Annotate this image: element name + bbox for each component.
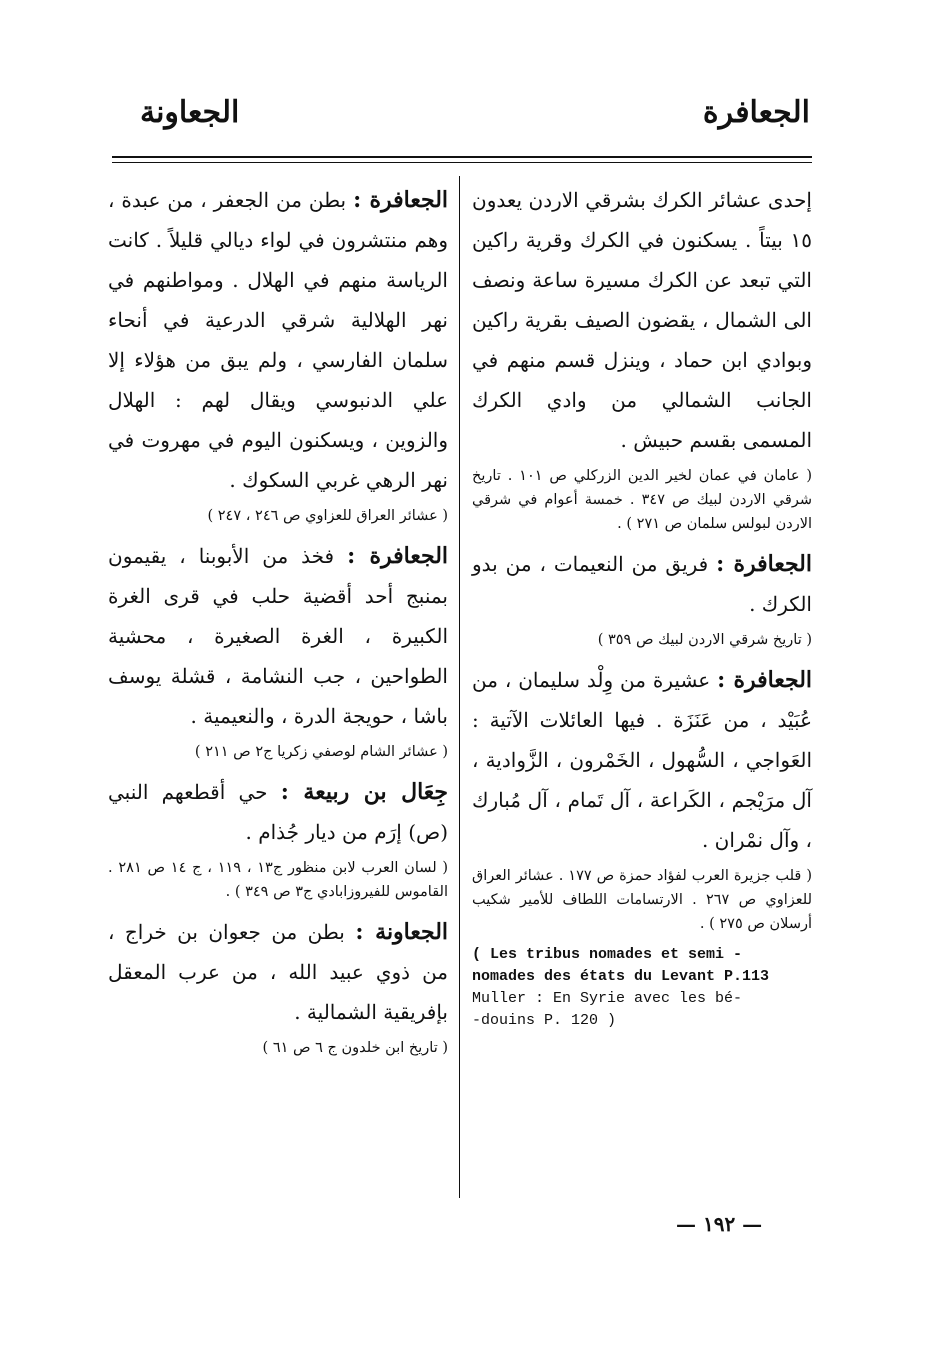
- header-title-right: الجعافرة: [702, 95, 810, 130]
- entry-reference: ( قلب جزيرة العرب لفؤاد حمزة ص ١٧٧ . عشائر العراق للعزاوي ص ٢٦٧ . الارتسامات اللطاف للأمير شكيب أرسلان ص ٢٧٥ ) .: [472, 868, 812, 932]
- entry-reference: ( عشائر الشام لوصفي زكريا ج٢ ص ٢١١ ): [194, 744, 448, 760]
- entry-body: عشيرة من وِلْد سليمان ، من عُبَيْد ، من عَنَزَة . فيها العائلات الآتية : العَواجي ، السُّهول ، الخَمْرون ، الزَّوادية ، آل مرَيْجم ، الكَراعة ، آل تَمام ، آل مُبارك ، وآل نمْران .: [472, 668, 812, 852]
- header-rule-thin: [112, 162, 812, 163]
- entry-body: فريق من النعيمات ، من بدو الكرك .: [472, 552, 812, 616]
- entry-body: بطن من جعوان بن خراج ، من ذوي عبيد الله ، من عرب المعقل بإفريقية الشمالية .: [108, 920, 448, 1024]
- latin-line: -douins P. 120 ): [472, 1012, 617, 1029]
- left-column: [108, 180, 448, 1068]
- entry-head: جِعَال بن ربيعة :: [280, 779, 449, 805]
- latin-line: nomades des états du Levant P.113: [472, 968, 770, 985]
- entry-body: بطن من الجعفر ، من عبدة ، وهم منتشرون في لواء ديالي قليلاً . كانت الرياسة منهم في الهلال . ومواطنهم في نهر الهلالية شرقي الدرعية في أنحاء سلمان الفارسي ، ولم يبق من هؤلاء إلا علي الدنبوسي ويقال لهم : الهلال والزوين ، ويسكنون اليوم في مهروت في نهر الرهي غربي السكوك .: [108, 188, 448, 492]
- column-divider: [459, 176, 460, 1198]
- entry-head: الجعافرة :: [347, 543, 449, 569]
- right-column: [472, 180, 812, 1038]
- entry: [108, 180, 448, 528]
- entry-reference: ( لسان العرب لابن منظور ج١٣ ، ١١٩ ، ج ١٤ ص ٢٨١ . القاموس للفيروزابادي ج٣ ص ٣٤٩ ) .: [108, 860, 449, 900]
- entry-head: الجعاونة :: [355, 919, 449, 945]
- entry: [108, 772, 448, 904]
- entry-body: حي أقطعهم النبي (ص) إرَم من ديار جُذام .: [108, 780, 448, 844]
- entry: [108, 536, 448, 764]
- latin-line: ( Les tribus nomades et semi -: [472, 946, 743, 963]
- entry: [472, 660, 812, 1032]
- entry-reference: ( عامان في عمان لخير الدين الزركلي ص ١٠١ . تاريخ شرقي الاردن لبيك ص ٣٤٧ . خمسة أعوام في شرقي الاردن لبولس سلمان ص ٢٧١ ) .: [472, 468, 812, 532]
- entry-head: الجعافرة :: [717, 667, 813, 693]
- entry-reference: ( تاريخ ابن خلدون ج ٦ ص ٦١ ): [262, 1040, 448, 1056]
- page-number: — ١٩٢ —: [676, 1212, 763, 1236]
- entry: [472, 180, 812, 536]
- latin-line: Muller : En Syrie avec les bé-: [472, 990, 743, 1007]
- header-title-left: الجعاونة: [140, 95, 240, 130]
- entry-body: إحدى عشائر الكرك بشرقي الاردن يعدون ١٥ بيتاً . يسكنون في الكرك وقرية راكين التي تبعد عن الكرك مسيرة ساعة ونصف الى الشمال ، يقضون الصيف بقرية راكين وبوادي ابن حماد ، وينزل قسم منهم في الجانب الشمالي من وادي الكرك المسمى بقسم حبيش .: [472, 188, 812, 452]
- entry: [108, 912, 448, 1060]
- running-header: [110, 95, 810, 145]
- header-rule-thick: [112, 156, 812, 158]
- entry-head: الجعافرة :: [353, 187, 449, 213]
- entry: [472, 544, 812, 652]
- entry-reference: ( عشائر العراق للعزاوي ص ٢٤٦ ، ٢٤٧ ): [207, 508, 448, 524]
- entry-body: فخذ من الأبوبنا ، يقيمون بمنبج أحد أقضية حلب في قرى الغرة الكبيرة ، الغرة الصغيرة ، محشية الطواحين ، جب النشامة ، قشلة يوسف باشا ، حويجة الدرة ، والنعيمية .: [108, 544, 448, 728]
- entry-reference: ( تاريخ شرقي الاردن لبيك ص ٣٥٩ ): [597, 632, 812, 648]
- entry-head: الجعافرة :: [716, 551, 812, 577]
- latin-reference: [472, 944, 812, 1032]
